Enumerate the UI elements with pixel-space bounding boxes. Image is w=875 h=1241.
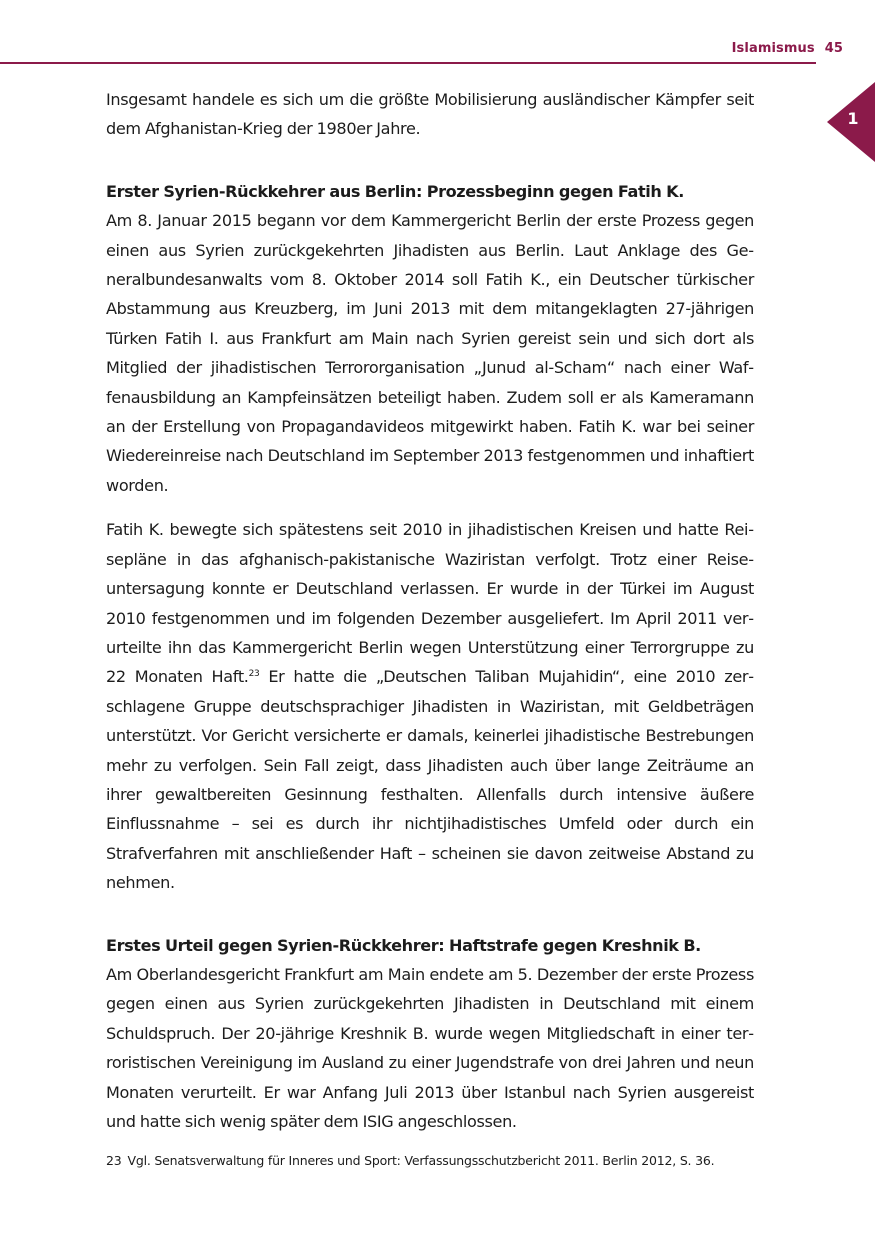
intro-paragraph: Insgesamt handele es sich um die größte Mobilisierung ausländischer Kämpfer seit dem Afghanistan-Krieg der 1980er Jahre. xyxy=(106,90,754,139)
footnote-number: 23 xyxy=(106,1153,122,1168)
section-heading-2: Erstes Urteil gegen Syrien-Rückkehrer: Haftstrafe gegen Kreshnik B. xyxy=(106,935,701,955)
footnote-text: Vgl. Senatsverwaltung für Inneres und Sport: Verfassungsschutzbericht 2011. Berlin 2012, S. 36. xyxy=(127,1153,715,1168)
section-2-paragraph-1: Am Oberlandesgericht Frankfurt am Main endete am 5. Dezember der erste Prozess gegen einen aus Syrien zurückgekehrten Jihadisten in Deutschland mit einem Schuldspruch. Der 20-jährige Kreshnik B. wurde wegen Mitgliedschaft in einer terroristischen Vereinigung im Ausland zu einer Jugendstrafe von drei Jahren und neun Monaten verurteilt. Er war Anfang Juli 2013 über Istanbul nach Syrien ausgereist und hatte sich wenig später dem ISIG angeschlossen. xyxy=(106,964,754,1131)
section-heading-1: Erster Syrien-Rückkehrer aus Berlin: Prozessbeginn gegen Fatih K. xyxy=(106,181,684,201)
footnote xyxy=(106,1152,806,1170)
header-rule xyxy=(0,62,816,64)
chapter-number: 1 xyxy=(847,109,859,128)
paragraph-2-part-2: Er hatte die „Deutschen Taliban Mujahidin“, eine 2010 zerschlagene Gruppe deutschsprachiger Jihadisten in Waziristan, mit Geldbeträgen unterstützt. Vor Gericht versicherte er damals, keinerlei jihadistische Bestrebungen mehr zu verfolgen. Sein Fall zeigt, dass Jihadisten auch über lange Zeiträume an ihrer gewaltbereiten Gesinnung festhalten. Allenfalls durch intensive äußere Einflussnahme – sei es durch ihr nichtjihadistisches Umfeld oder durch ein Strafverfahren mit anschließender Haft – scheinen sie davon zeitweise Abstand zu nehmen. xyxy=(106,667,754,893)
footnote-reference[interactable]: 23 xyxy=(248,669,260,680)
section-1-paragraph-1: Am 8. Januar 2015 begann vor dem Kammergericht Berlin der erste Prozess gegen einen aus Syrien zurückgekehrten Jihadisten aus Berlin. Laut Anklage des Generalbundesanwalts vom 8. Oktober 2014 soll Fatih K., ein Deutscher türkischer Abstammung aus Kreuzberg, im Juni 2013 mit dem mitangeklagten 27-jährigen Türken Fatih I. aus Frankfurt am Main nach Syrien gereist sein und sich dort als Mitglied der jihadistischen Terrororganisation „Junud al-Scham“ nach einer Waffenausbildung an Kampfeinsätzen beteiligt haben. Zudem soll er als Kameramann an der Erstellung von Propagandavideos mitgewirkt haben. Fatih K. war bei seiner Wiedereinreise nach Deutschland im September 2013 festgenommen und inhaftiert worden. xyxy=(106,211,754,495)
section-1-paragraph-2 xyxy=(106,515,754,897)
page-number: 45 xyxy=(824,41,843,56)
main-text xyxy=(106,85,754,1151)
section-title: Islamismus xyxy=(731,41,815,56)
paragraph-2-part-1: Fatih K. bewegte sich spätestens seit 2010 in jihadistischen Kreisen und hatte Reisepläne in das afghanisch-pakistanische Waziristan verfolgt. Trotz einer Reiseuntersagung konnte er Deutschland verlassen. Er wurde in der Türkei im August 2010 festgenommen und im folgenden Dezember ausgeliefert. Im April 2011 verurteilte ihn das Kammergericht Berlin wegen Unterstützung einer Terrorgruppe zu 22 Monaten Haft. xyxy=(106,520,754,687)
running-head xyxy=(732,41,843,56)
